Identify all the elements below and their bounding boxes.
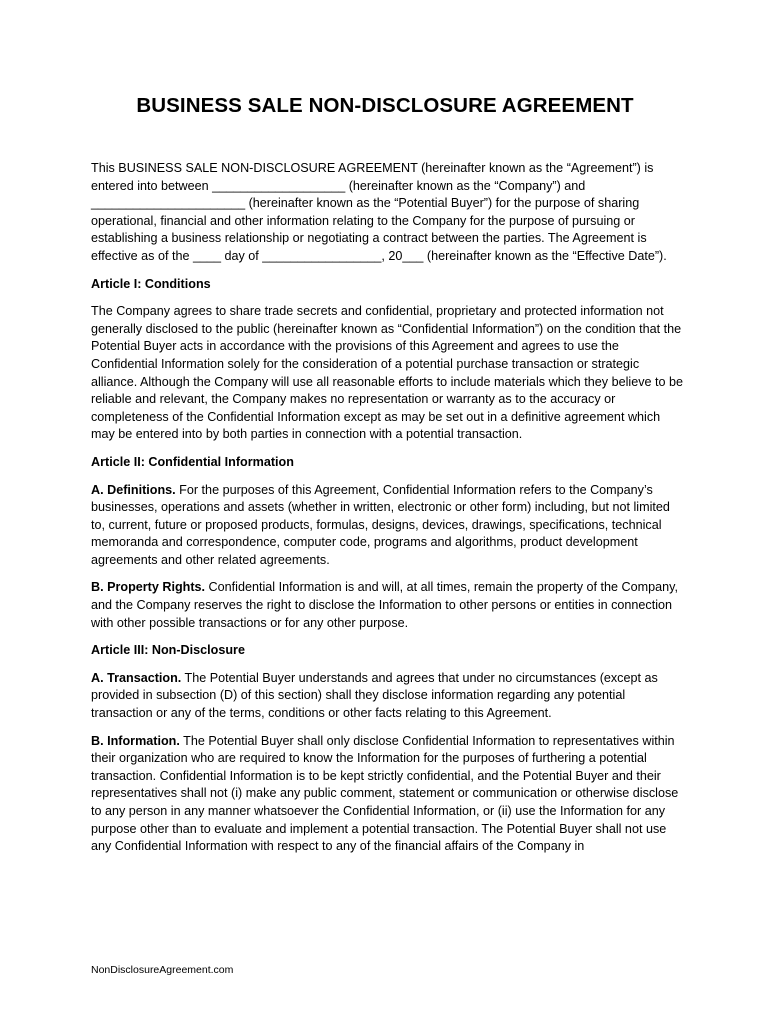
section-lead: A. Transaction. — [91, 670, 182, 685]
article-3-heading: Article III: Non-Disclosure — [91, 643, 245, 658]
article-3-section-a — [91, 670, 685, 723]
article-1-paragraph: The Company agrees to share trade secrets and confidential, proprietary and protected information not generally disclosed to the public (hereinafter known as “Confidential Information”) on the condition that the Potential Buyer acts in accordance with the provisions of this Agreement and agrees to use the Confidential Information solely for the consideration of a potential purchase transaction or strategic alliance. Although the Company will use all reasonable efforts to include materials which they believe to be reliable and relevant, the Company makes no representation or warranty as to the accuracy or completeness of the Confidential Information except as may be set out in a definitive agreement which may be entered into by both parties in connection with a potential transaction. — [91, 304, 684, 442]
document-body — [91, 160, 685, 866]
section-lead: B. Information. — [91, 733, 180, 748]
footer-link[interactable]: NonDisclosureAgreement.com — [91, 964, 234, 976]
section-lead: A. Definitions. — [91, 482, 176, 497]
article-1-heading: Article I: Conditions — [91, 276, 211, 291]
section-text: Confidential Information is and will, at all times, remain the property of the Company, and the Company reserves the right to disclose the Information to other persons or entities in connection with other possible transactions or for any other purpose. — [91, 580, 679, 630]
article-2-section-b — [91, 579, 685, 632]
article-2-section-a — [91, 482, 685, 570]
section-text: The Potential Buyer shall only disclose Confidential Information to representatives within their organization who are required to know the Information for the purposes of furthering a potential transaction. Confidential Information is to be kept strictly confidential, and the Potential Buyer and their representatives shall not (i) make any public comment, statement or communication or otherwise disclose to any person in any manner whatsoever the Confidential Information, or (ii) use the Information for any purpose other than to evaluate and implement a potential transaction. The Potential Buyer shall not use any Confidential Information with respect to any of the financial affairs of the Company in — [91, 733, 679, 854]
article-2-heading: Article II: Confidential Information — [91, 454, 294, 469]
section-lead: B. Property Rights. — [91, 580, 206, 595]
intro-paragraph: This BUSINESS SALE NON-DISCLOSURE AGREEMENT (hereinafter known as the “Agreement”) is entered into between ___________________ (hereinafter known as the “Company”) and ______________________ (hereinafter known as the “Potential Buyer”) for the purpose of sharing operational, financial and other information relating to the Company for the purpose of pursuing or establishing a business relationship or negotiating a contract between the parties. The Agreement is effective as of the ____ day of _________________, 20___ (hereinafter known as the “Effective Date”). — [91, 161, 667, 263]
section-text: For the purposes of this Agreement, Confidential Information refers to the Company’s businesses, operations and assets (whether in written, electronic or other form) including, but not limited to, current, future or proposed products, formulas, designs, devices, drawings, specifications, technical memoranda and correspondence, computer code, programs and algorithms, product development agreements and other related agreements. — [91, 482, 670, 567]
document-title: BUSINESS SALE NON-DISCLOSURE AGREEMENT — [136, 94, 634, 117]
section-text: The Potential Buyer understands and agrees that under no circumstances (except as provided in subsection (D) of this section) shall they disclose information regarding any potential transaction or any of the terms, conditions or other facts relating to this Agreement. — [91, 670, 658, 721]
article-3-section-b — [91, 733, 685, 856]
